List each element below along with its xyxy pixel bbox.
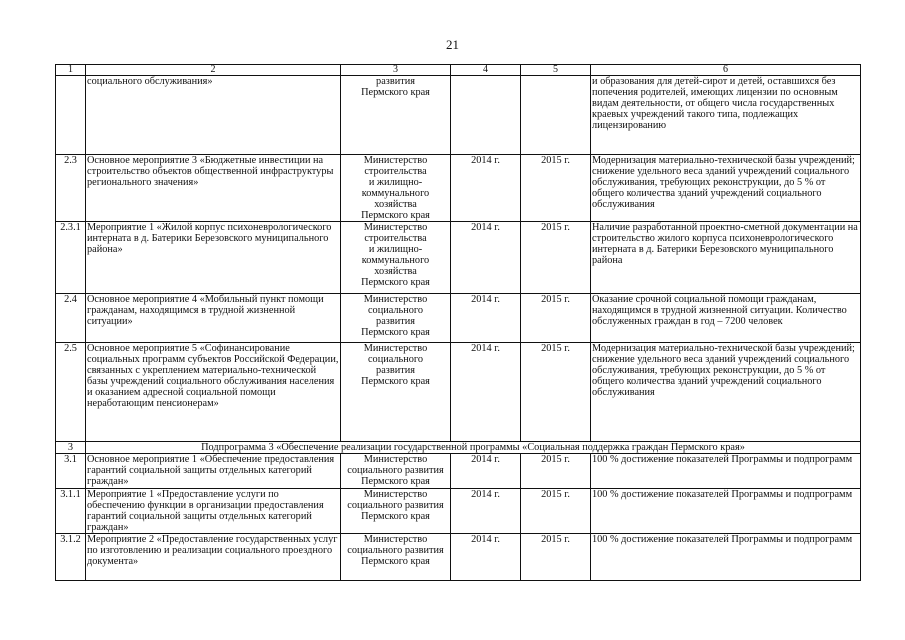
end-year bbox=[521, 76, 591, 155]
start-year: 2014 г. bbox=[451, 155, 521, 222]
measure-name: Основное мероприятие 4 «Мобильный пункт помощи гражданам, находящимся в трудной жизненной ситуации» bbox=[86, 294, 341, 343]
executor: развития Пермского края bbox=[341, 76, 451, 155]
row-number: 3.1 bbox=[56, 454, 86, 489]
column-number-row bbox=[56, 65, 861, 76]
measure-name: Мероприятие 1 «Жилой корпус психоневрологического интерната в д. Батерики Березовского муниципального района» bbox=[86, 222, 341, 294]
row-number: 2.3 bbox=[56, 155, 86, 222]
table-row bbox=[56, 343, 861, 442]
end-year: 2015 г. bbox=[521, 343, 591, 442]
executor: Министерство строительства и жилищно- коммунального хозяйства Пермского края bbox=[341, 155, 451, 222]
measure-name: Основное мероприятие 1 «Обеспечение предоставления гарантий социальной защиты отдельных категорий граждан» bbox=[86, 454, 341, 489]
start-year: 2014 г. bbox=[451, 534, 521, 581]
subprogram-title: Подпрограмма 3 «Обеспечение реализации государственной программы «Социальная поддержка граждан Пермского края» bbox=[86, 442, 861, 454]
program-table bbox=[55, 64, 861, 581]
end-year: 2015 г. bbox=[521, 454, 591, 489]
table-row bbox=[56, 76, 861, 155]
row-number: 2.3.1 bbox=[56, 222, 86, 294]
column-number: 2 bbox=[86, 65, 341, 76]
column-number: 3 bbox=[341, 65, 451, 76]
start-year: 2014 г. bbox=[451, 454, 521, 489]
measure-name: Основное мероприятие 3 «Бюджетные инвестиции на строительство объектов общественной инфраструктуры регионального значения» bbox=[86, 155, 341, 222]
start-year bbox=[451, 76, 521, 155]
expected-result: Наличие разработанной проектно-сметной документации на строительство жилого корпуса психоневрологического интерната в д. Батерики Березовского муниципального района bbox=[591, 222, 861, 294]
subprogram-number: 3 bbox=[56, 442, 86, 454]
subprogram-row bbox=[56, 442, 861, 454]
measure-name: Основное мероприятие 5 «Софинансирование социальных программ субъектов Российской Федерации, связанных с укреплением материально-технической базы учреждений социального обслуживания населения и оказанием адресной социальной помощи неработающим пенсионерам» bbox=[86, 343, 341, 442]
start-year: 2014 г. bbox=[451, 343, 521, 442]
start-year: 2014 г. bbox=[451, 489, 521, 534]
executor: Министерство социального развития Пермского края bbox=[341, 343, 451, 442]
start-year: 2014 г. bbox=[451, 222, 521, 294]
column-number: 5 bbox=[521, 65, 591, 76]
end-year: 2015 г. bbox=[521, 294, 591, 343]
expected-result: Оказание срочной социальной помощи гражданам, находящимся в трудной жизненной ситуации. Количество обслуженных граждан в год – 7200 человек bbox=[591, 294, 861, 343]
table-row bbox=[56, 222, 861, 294]
expected-result: 100 % достижение показателей Программы и подпрограмм bbox=[591, 489, 861, 534]
column-number: 1 bbox=[56, 65, 86, 76]
end-year: 2015 г. bbox=[521, 155, 591, 222]
expected-result: и образования для детей-сирот и детей, оставшихся без попечения родителей, имеющих лицензии по основным видам деятельности, от общего числа государственных краевых учреждений такого типа, подлежащих лицензированию bbox=[591, 76, 861, 155]
end-year: 2015 г. bbox=[521, 534, 591, 581]
executor: Министерство социального развития Пермского края bbox=[341, 454, 451, 489]
executor: Министерство социального развития Пермского края bbox=[341, 294, 451, 343]
row-number: 2.4 bbox=[56, 294, 86, 343]
table-row bbox=[56, 534, 861, 581]
table-row bbox=[56, 454, 861, 489]
row-number: 2.5 bbox=[56, 343, 86, 442]
executor: Министерство строительства и жилищно- коммунального хозяйства Пермского края bbox=[341, 222, 451, 294]
measure-name: Мероприятие 1 «Предоставление услуги по обеспечению функции в организации предоставления гарантий социальной защиты отдельных категорий граждан» bbox=[86, 489, 341, 534]
row-number bbox=[56, 76, 86, 155]
row-number: 3.1.1 bbox=[56, 489, 86, 534]
table-row bbox=[56, 294, 861, 343]
expected-result: 100 % достижение показателей Программы и подпрограмм bbox=[591, 454, 861, 489]
start-year: 2014 г. bbox=[451, 294, 521, 343]
column-number: 6 bbox=[591, 65, 861, 76]
column-number: 4 bbox=[451, 65, 521, 76]
executor: Министерство социального развития Пермского края bbox=[341, 534, 451, 581]
executor: Министерство социального развития Пермского края bbox=[341, 489, 451, 534]
row-number: 3.1.2 bbox=[56, 534, 86, 581]
end-year: 2015 г. bbox=[521, 222, 591, 294]
end-year: 2015 г. bbox=[521, 489, 591, 534]
measure-name: социального обслуживания» bbox=[86, 76, 341, 155]
expected-result: Модернизация материально-технической базы учреждений; снижение удельного веса зданий учреждений социального обслуживания, требующих реконструкции, до 5 % от общего количества зданий учреждений социального обслуживания bbox=[591, 343, 861, 442]
page-number: 21 bbox=[446, 37, 459, 52]
expected-result: Модернизация материально-технической базы учреждений; снижение удельного веса зданий учреждений социального обслуживания, требующих реконструкции, до 5 % от общего количества зданий учреждений социального обслуживания bbox=[591, 155, 861, 222]
expected-result: 100 % достижение показателей Программы и подпрограмм bbox=[591, 534, 861, 581]
measure-name: Мероприятие 2 «Предоставление государственных услуг по изготовлению и реализации социального проездного документа» bbox=[86, 534, 341, 581]
table-row bbox=[56, 489, 861, 534]
table-row bbox=[56, 155, 861, 222]
